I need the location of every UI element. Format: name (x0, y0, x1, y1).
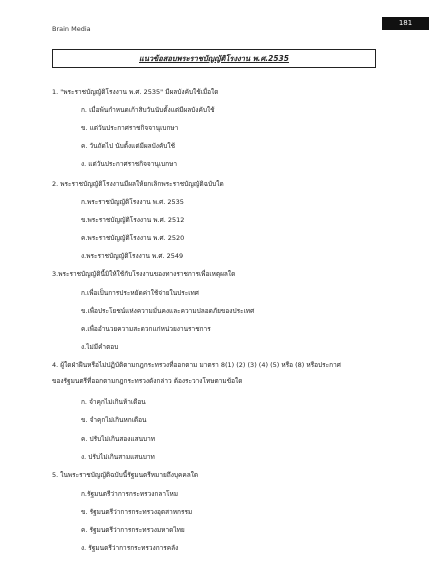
question-5: 5. ในพระราชบัญญัติฉบับนี้รัฐมนตรีหมายถึงบุคคลใด (52, 471, 199, 479)
question-4 (52, 361, 392, 386)
q2-option-b: ข.พระราชบัญญัติโรงงาน พ.ศ. 2512 (81, 216, 185, 224)
q2-option-a: ก.พระราชบัญญัติโรงงาน พ.ศ. 2535 (81, 198, 184, 206)
q5-option-c: ค. รัฐมนตรีว่าการกระทรวงมหาดไทย (81, 526, 185, 534)
q3-option-d: ง.ไม่มีคำตอบ (81, 343, 119, 351)
q1-option-a: ก. เมื่อพ้นกำหนดเก้าสิบวันนับตั้งแต่มีผลบังคับใช้ (81, 106, 215, 114)
q5-option-d: ง. รัฐมนตรีว่าการกระทรวงการคลัง (81, 544, 179, 552)
q3-option-a: ก.เพื่อเป็นการประหยัดค่าใช้จ่ายในประเทศ (81, 289, 199, 297)
q3-option-c: ค.เพื่ออำนวยความสะดวกแก่หน่วยงานราชการ (81, 325, 211, 333)
q4-option-b: ข. จำคุกไม่เกินหกเดือน (81, 416, 147, 424)
q5-option-a: ก.รัฐมนตรีว่าการกระทรวงกลาโหม (81, 490, 179, 498)
q1-option-d: ง. แต่วันประกาศราชกิจจานุเบกษา (81, 160, 178, 168)
q4-option-c: ค. ปรับไม่เกินสองแสนบาท (81, 435, 156, 443)
q5-option-b: ข. รัฐมนตรีว่าการกระทรวงอุตสาหกรรม (81, 508, 193, 516)
q4-option-d: ง. ปรับไม่เกินสามแสนบาท (81, 453, 155, 461)
q2-option-c: ค.พระราชบัญญัติโรงงาน พ.ศ. 2520 (81, 234, 185, 242)
header-brand: Brain Media (52, 25, 91, 33)
question-4-line-1: 4. ผู้ใดฝ่าฝืนหรือไม่ปฏิบัติตามกฎกระทรวงที่ออกตาม มาตรา 8(1) (2) (3) (4) (5) หรือ (8) หรือประกาศ (52, 361, 341, 369)
question-2: 2. พระราชบัญญัติโรงงานมีผลให้ยกเลิกพระราชบัญญัติฉบับใด (52, 180, 224, 188)
q2-option-d: ง.พระราชบัญญัติโรงงาน พ.ศ. 2549 (81, 252, 184, 260)
q1-option-c: ค. วันถัดไป นับตั้งแต่มีผลบังคับใช้ (81, 142, 176, 150)
question-3: 3.พระราชบัญญัตินี้มิให้ใช้กับโรงงานของทางราชการเพื่อเหตุผลใด (52, 270, 236, 278)
q1-option-b: ข. แต่วันประกาศราชกิจจานุเบกษา (81, 124, 179, 132)
q3-option-b: ข.เพื่อประโยชน์แห่งความมั่นคงและความปลอดภัยของประเทศ (81, 307, 255, 315)
question-1: 1. "พระราชบัญญัติโรงงาน พ.ศ. 2535" มีผลบังคับใช้เมื่อใด (52, 88, 219, 96)
page-number: 181 (382, 17, 429, 30)
q4-option-a: ก. จำคุกไม่เกินห้าเดือน (81, 398, 146, 406)
exam-title: แนวข้อสอบพระราชบัญญัติโรงงาน พ.ศ.2535 (52, 49, 376, 68)
question-4-line-2: ของรัฐมนตรีที่ออกตามกฎกระทรวงดังกล่าว ต้องระวางโทษตามข้อใด (52, 377, 243, 385)
